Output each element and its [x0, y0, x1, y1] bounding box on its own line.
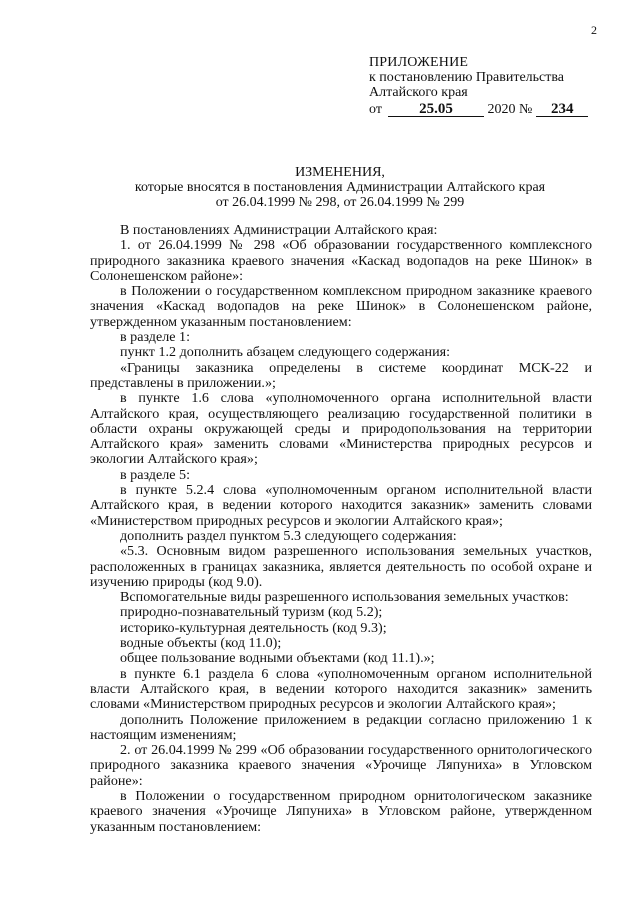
- paragraph: 1. от 26.04.1999 № 298 «Об образовании государственного комплексного природного заказника краевого значения «Каскад водопадов на реке Шинок» в Солонешенском районе»:: [90, 237, 592, 284]
- page-number: 2: [591, 23, 597, 37]
- document-heading: [90, 165, 590, 210]
- document-number: 234: [536, 103, 588, 117]
- paragraph: в пункте 6.1 раздела 6 слова «уполномоченным органом исполнительной власти Алтайского края, в ведении которого находится заказник» заменить словами «Министерством природных ресурсов и экологии Алтайского края»;: [90, 665, 592, 713]
- paragraph: историко-культурная деятельность (код 9.3);: [120, 619, 387, 636]
- paragraph: дополнить Положение приложением в редакции согласно приложению 1 к настоящим изменениям;: [90, 711, 592, 743]
- paragraph: Вспомогательные виды разрешенного использования земельных участков:: [120, 589, 569, 606]
- date-value: 25.05: [388, 103, 484, 117]
- heading-title: ИЗМЕНЕНИЯ,: [295, 165, 385, 180]
- paragraph: 2. от 26.04.1999 № 299 «Об образовании государственного орнитологического природного заказника краевого значения «Урочище Ляпуниха» в Угловском районе»:: [90, 742, 592, 789]
- appendix-line-2: Алтайского края: [369, 85, 468, 100]
- paragraph: дополнить раздел пунктом 5.3 следующего содержания:: [120, 527, 457, 544]
- appendix-title: ПРИЛОЖЕНИЕ: [369, 55, 469, 70]
- appendix-block: [369, 55, 564, 100]
- paragraph: В постановлениях Администрации Алтайского края:: [120, 222, 438, 238]
- paragraph: в Положении о государственном комплексном природном заказнике краевого значения «Каскад водопадов на реке Шинок» в Солонешенском районе, утвержденном указанным постановлением:: [90, 283, 592, 330]
- paragraph: «5.3. Основным видом разрешенного использования земельных участков, расположенных в границах заказника, является деятельность по особой охране и изучению природы (код 9.0).: [90, 543, 592, 590]
- paragraph: водные объекты (код 11.0);: [120, 635, 282, 652]
- paragraph: в разделе 5:: [120, 466, 190, 483]
- appendix-line-1: к постановлению Правительства: [369, 70, 565, 85]
- paragraph: в пункте 5.2.4 слова «уполномоченным органом исполнительной власти Алтайского края, в ведении которого находится заказник» заменить словами «Министерством природных ресурсов и экологии Алтайского края»;: [90, 482, 592, 529]
- paragraph: общее пользование водными объектами (код 11.1).»;: [120, 650, 435, 667]
- paragraph: пункт 1.2 дополнить абзацем следующего содержания:: [120, 344, 451, 361]
- paragraph: в Положении о государственном природном орнитологическом заказнике краевого значения «Урочище Ляпуниха» в Угловском районе, утвержденном указанным постановлением:: [90, 787, 592, 835]
- paragraph: «Границы заказника определены в системе координат МСК-22 и представлены в приложении.»;: [90, 359, 592, 391]
- heading-line-2: от 26.04.1999 № 298, от 26.04.1999 № 299: [215, 195, 465, 210]
- appendix-date-line: [369, 102, 588, 118]
- year-label: 2020 №: [487, 102, 533, 117]
- document-body: [90, 223, 592, 835]
- date-prefix: от: [369, 102, 382, 117]
- paragraph: природно-познавательный туризм (код 5.2);: [120, 604, 383, 621]
- paragraph: в пункте 1.6 слова «уполномоченного органа исполнительной власти Алтайского края, осуществляющего реализацию государственной политики в области охраны окружающей среды и природопользования на территории Алтайского края» заменить словами «Министерства природных ресурсов и экологии Алтайского края»;: [90, 390, 592, 468]
- paragraph: в разделе 1:: [120, 329, 190, 346]
- heading-line-1: которые вносятся в постановления Администрации Алтайского края: [134, 180, 546, 195]
